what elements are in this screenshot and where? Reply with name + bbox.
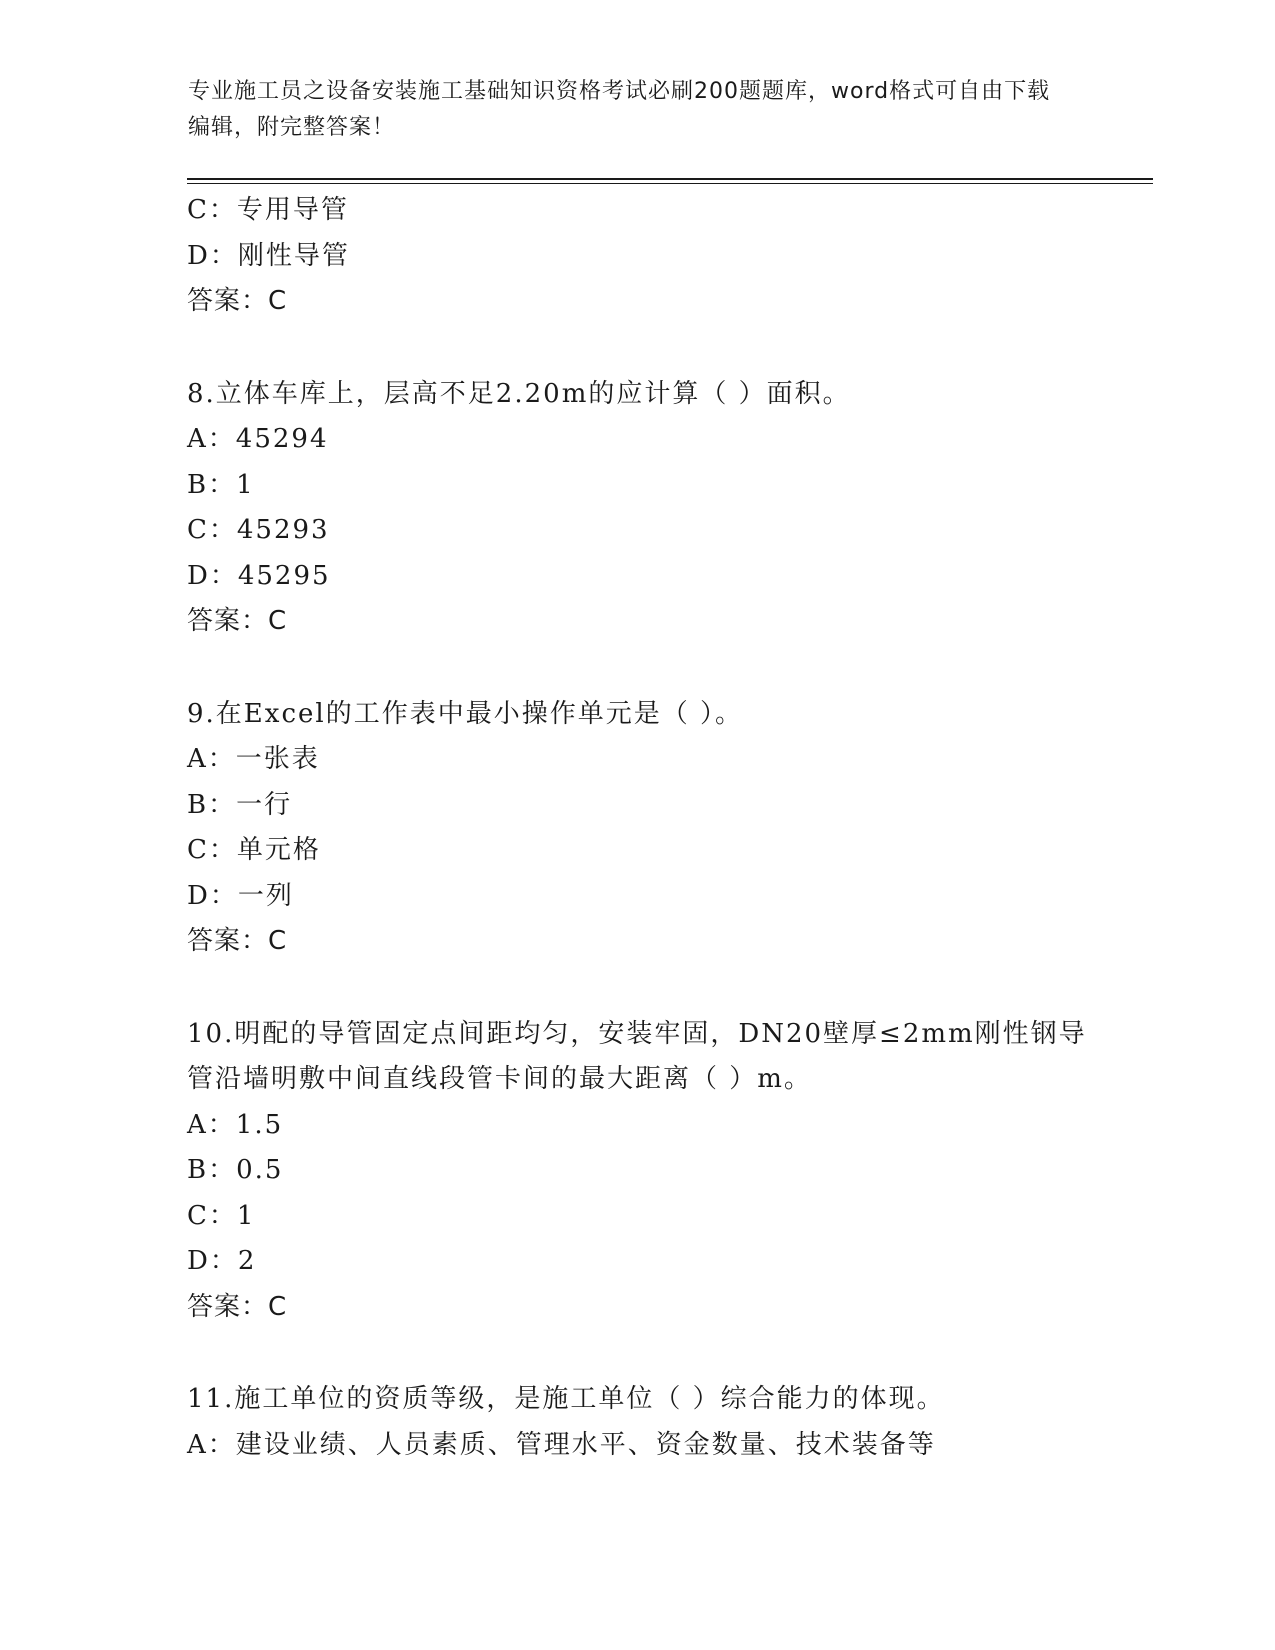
- option-c: C：1: [187, 1200, 256, 1231]
- option-b: B：一行: [187, 789, 293, 820]
- option-d: D：一列: [187, 880, 294, 911]
- option-c: C：单元格: [187, 835, 321, 865]
- option-d: D：45295: [187, 560, 331, 591]
- question-block-10: [187, 1012, 1147, 1331]
- answer-text: 答案：C: [187, 926, 288, 956]
- option-b: B：1: [187, 469, 255, 500]
- question-list: [187, 188, 1147, 1468]
- option-a: A：一张表: [187, 744, 320, 774]
- question-block-9: [187, 692, 1147, 965]
- option-a: A：45294: [187, 424, 329, 454]
- question-stem-line-2: 管沿墙明敷中间直线段管卡间的最大距离（ ）m。: [187, 1064, 812, 1094]
- answer-text: 答案：C: [187, 1291, 288, 1322]
- question-stem-line-1: 10.明配的导管固定点间距均匀，安装牢固，DN20壁厚≤2mm刚性钢导: [187, 1018, 1087, 1049]
- option-d: D：2: [187, 1246, 257, 1276]
- option-d: D：刚性导管: [187, 240, 350, 271]
- option-a: A：建设业绩、人员素质、管理水平、资金数量、技术装备等: [187, 1429, 936, 1460]
- question-stem: 8.立体车库上，层高不足2.20m的应计算（ ）面积。: [187, 378, 851, 409]
- answer-text: 答案：C: [187, 286, 288, 316]
- header-rule-thin: [187, 183, 1153, 184]
- question-stem: 9.在Excel的工作表中最小操作单元是（ ）。: [187, 698, 743, 729]
- question-stem: 11.施工单位的资质等级，是施工单位（ ）综合能力的体现。: [187, 1384, 945, 1414]
- question-block-7: [187, 188, 1147, 325]
- question-block-8: [187, 372, 1147, 645]
- question-block-11: [187, 1377, 1147, 1468]
- option-b: B：0.5: [187, 1155, 284, 1185]
- option-c: C：专用导管: [187, 195, 349, 225]
- option-c: C：45293: [187, 515, 330, 545]
- document-header: 专业施工员之设备安装施工基础知识资格考试必刷200题题库，word格式可自由下载编辑，附完整答案！: [188, 79, 1051, 140]
- option-a: A：1.5: [187, 1109, 284, 1140]
- answer-text: 答案：C: [187, 606, 288, 636]
- header-rule-thick: [187, 178, 1153, 180]
